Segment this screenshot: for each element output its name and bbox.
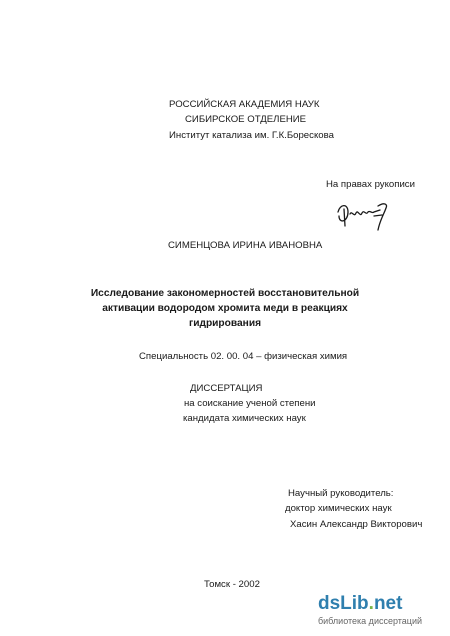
academy-name: РОССИЙСКАЯ АКАДЕМИЯ НАУК	[169, 99, 320, 110]
supervisor-degree: доктор химических наук	[285, 503, 392, 514]
supervisor-label: Научный руководитель:	[288, 488, 394, 499]
thesis-title-line-3: гидрирования	[188, 318, 262, 329]
dslib-logo: dsLib.net	[318, 593, 403, 614]
manuscript-rights-note: На правах рукописи	[326, 179, 415, 190]
thesis-title-line-1: Исследование закономерностей восстановительной	[90, 288, 360, 299]
thesis-title-line-2: активации водородом хромита меди в реакциях	[102, 303, 348, 314]
branch-name: СИБИРСКОЕ ОТДЕЛЕНИЕ	[185, 114, 307, 125]
supervisor-name: Хасин Александр Викторович	[290, 519, 423, 530]
dissertation-heading: ДИССЕРТАЦИЯ	[190, 383, 263, 394]
degree-purpose: на соискание ученой степени	[184, 398, 316, 409]
institute-name: Институт катализа им. Г.К.Борескова	[169, 130, 334, 141]
degree-name: кандидата химических наук	[183, 413, 306, 424]
city-year: Томск - 2002	[204, 579, 260, 590]
author-name: СИМЕНЦОВА ИРИНА ИВАНОВНА	[168, 240, 323, 251]
specialty: Специальность 02. 00. 04 – физическая химия	[139, 351, 348, 362]
dslib-watermark	[318, 593, 444, 633]
author-signature	[334, 200, 394, 234]
watermark-subtitle: библиотека диссертаций	[318, 616, 423, 626]
